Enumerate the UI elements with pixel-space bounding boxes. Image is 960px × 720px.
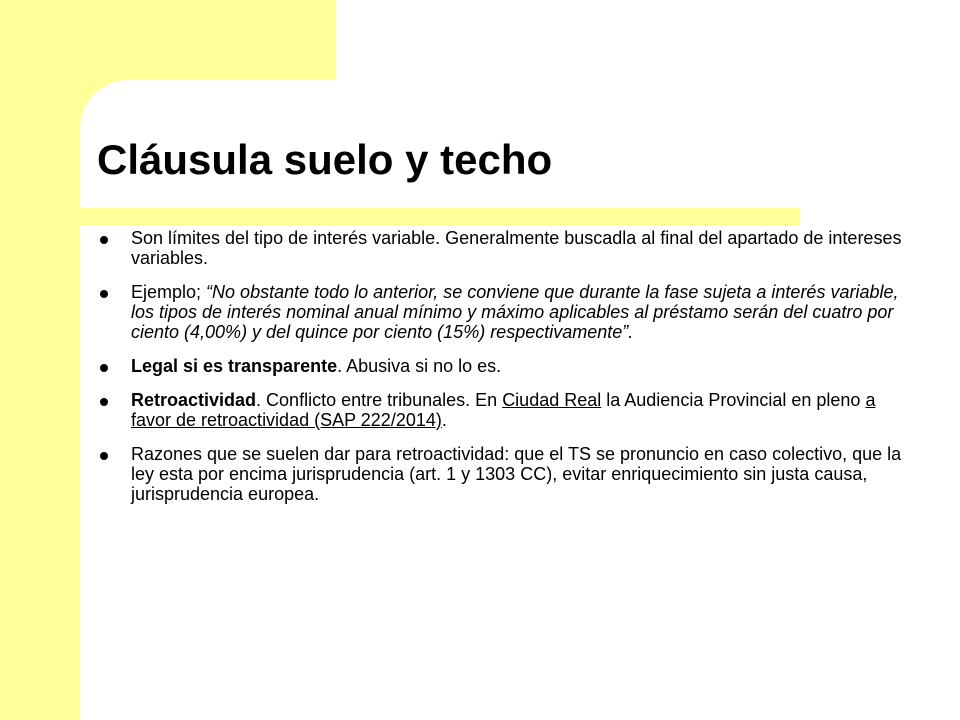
- bullet-item-example: [131, 282, 911, 342]
- bullet-text: .: [441, 410, 447, 430]
- bullet-item-reasons: [131, 444, 911, 504]
- slide-title: Cláusula suelo y techo: [97, 136, 553, 183]
- bullet-text: . Abusiva si no lo es.: [337, 356, 502, 376]
- sap-link[interactable]: a favor de retroactividad (SAP 222/2014): [131, 390, 876, 430]
- bullet-item-retroactivity: [131, 390, 911, 430]
- bullet-lead-text: Ejemplo;: [131, 282, 207, 302]
- example-quote: “No obstante todo lo anterior, se conviene que durante la fase sujeta a interés variable, los tipos de interés nominal anual mínimo y máximo aplicables al préstamo serán del cuatro por ciento (4,00%) y del quince por ciento (15%) respectivamente”.: [131, 282, 899, 342]
- decorative-top-band: [0, 0, 336, 80]
- ciudad-real-link[interactable]: Ciudad Real: [502, 390, 602, 410]
- decorative-left-band: [0, 0, 80, 720]
- bullet-bold-text: Retroactividad: [131, 390, 257, 410]
- bullet-list: [131, 228, 911, 518]
- bullet-item-limits: [131, 228, 911, 268]
- bullet-bold-text: Legal si es transparente: [131, 356, 338, 376]
- bullet-text: . Conflicto entre tribunales. En: [256, 390, 503, 410]
- bullet-text: Razones que se suelen dar para retroactividad: que el TS se pronuncio en caso colectivo, que la ley esta por encima jurisprudencia (art. 1 y 1303 CC), evitar enriquecimiento sin justa causa, jurisprudencia europea.: [131, 444, 902, 504]
- bullet-item-legal: [131, 356, 911, 376]
- bullet-text: Son límites del tipo de interés variable. Generalmente buscadla al final del apartado de intereses variables.: [131, 228, 902, 268]
- bullet-text: la Audiencia Provincial en pleno: [601, 390, 866, 410]
